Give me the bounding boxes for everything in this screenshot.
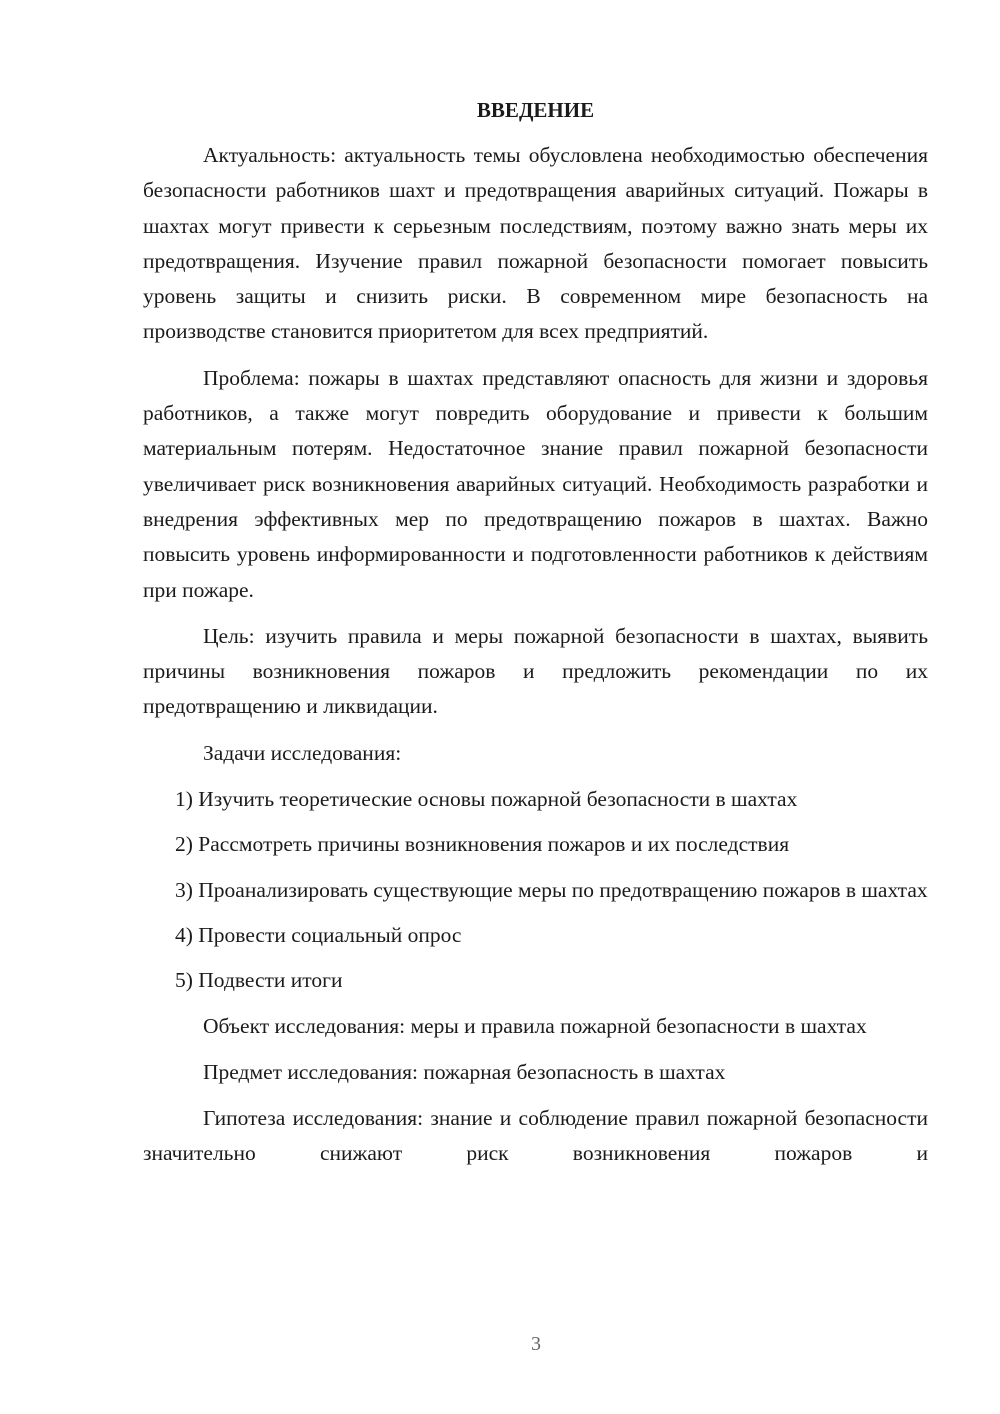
paragraph-object: Объект исследования: меры и правила пожарной безопасности в шахтах [203, 1013, 867, 1038]
paragraph-goal: Цель: изучить правила и меры пожарной безопасности в шахтах, выявить причины возникновения пожаров и предложить рекомендации по их предотвращению и ликвидации. [143, 623, 928, 719]
paragraph-hypothesis: Гипотеза исследования: знание и соблюдение правил пожарной безопасности значительно снижают риск возникновения пожаров и [143, 1106, 928, 1166]
document-page [143, 94, 928, 1172]
paragraph-relevance: Актуальность: актуальность темы обусловлена необходимостью обеспечения безопасности работников шахт и предотвращения аварийных ситуаций. Пожары в шахтах могут привести к серьезным последствиям, поэтому важно знать меры их предотвращения. Изучение правил пожарной безопасности помогает повысить уровень защиты и снизить риски. В современном мире безопасность на производстве становится приоритетом для всех предприятий. [143, 143, 928, 344]
task-item-5: 5) Подвести итоги [175, 968, 343, 993]
paragraph-subject: Предмет исследования: пожарная безопасность в шахтах [203, 1059, 726, 1084]
section-title: ВВЕДЕНИЕ [476, 98, 595, 122]
task-item-1: 1) Изучить теоретические основы пожарной безопасности в шахтах [175, 787, 798, 812]
task-item-3: 3) Проанализировать существующие меры по предотвращению пожаров в шахтах [175, 877, 928, 902]
tasks-heading: Задачи исследования: [203, 740, 402, 765]
task-item-2: 2) Рассмотреть причины возникновения пожаров и их последствия [175, 832, 790, 857]
paragraph-problem: Проблема: пожары в шахтах представляют опасность для жизни и здоровья работников, а также могут повредить оборудование и привести к большим материальным потерям. Недостаточное знание правил пожарной безопасности увеличивает риск возникновения аварийных ситуаций. Необходимость разработки и внедрения эффективных мер по предотвращению пожаров в шахтах. Важно повысить уровень информированности и подготовленности работников к действиям при пожаре. [143, 365, 928, 602]
task-item-4: 4) Провести социальный опрос [175, 922, 462, 947]
page-number: 3 [531, 1333, 541, 1355]
